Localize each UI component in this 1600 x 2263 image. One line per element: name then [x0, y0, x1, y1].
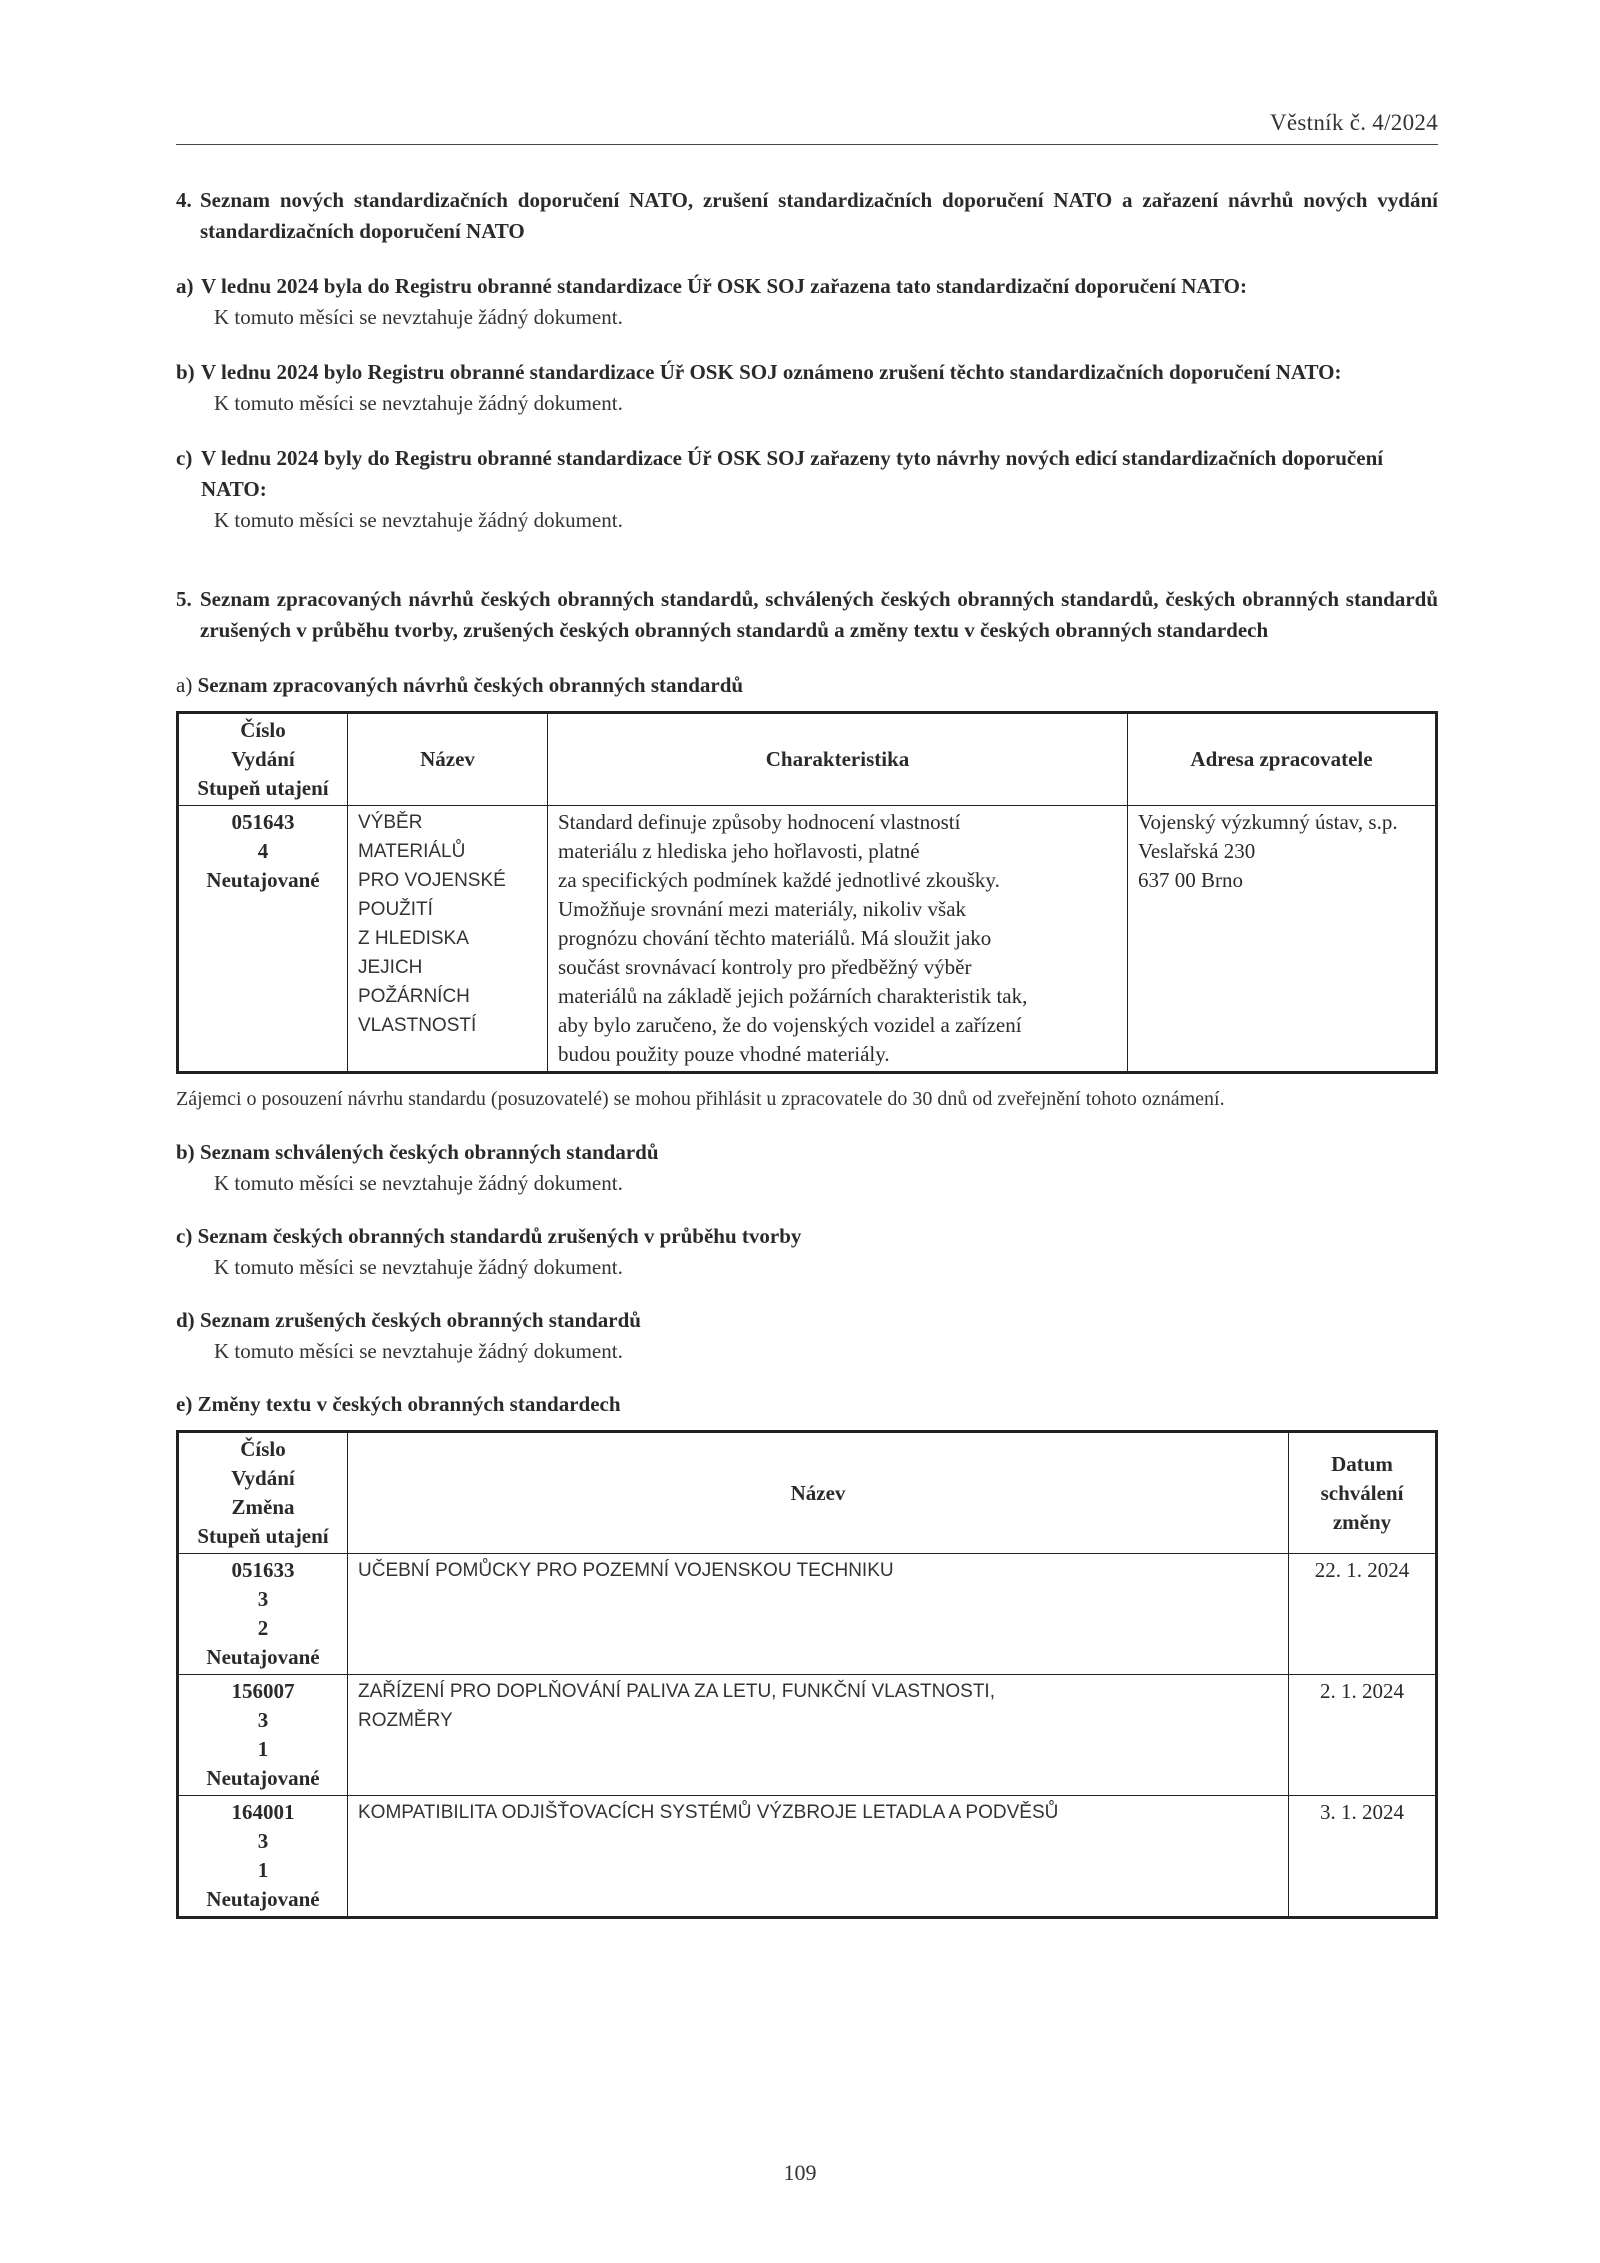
cell-datum: 2. 1. 2024	[1289, 1675, 1437, 1796]
section-5c-heading: c) Seznam českých obranných standardů zrušených v průběhu tvorby	[176, 1224, 802, 1248]
table-row	[178, 1675, 1437, 1796]
section-4b-heading: b) V lednu 2024 bylo Registru obranné standardizace Úř OSK SOJ oznámeno zrušení těchto standardizačních doporučení NATO:	[176, 360, 1342, 384]
header-nazev: Název	[348, 1432, 1289, 1554]
header-charakteristika: Charakteristika	[548, 713, 1128, 806]
section-5b-heading: b) Seznam schválených českých obranných standardů	[176, 1140, 659, 1164]
cell-cislo: 051633 3 2 Neutajované	[178, 1554, 348, 1675]
header-cislo: Číslo Vydání Stupeň utajení	[178, 713, 348, 806]
header-cislo: Číslo Vydání Změna Stupeň utajení	[178, 1432, 348, 1554]
table-header-row	[178, 713, 1437, 806]
no-document-note: K tomuto měsíci se nevztahuje žádný dokument.	[214, 1171, 623, 1195]
section-5d-heading: d) Seznam zrušených českých obranných standardů	[176, 1308, 641, 1332]
section-5a-heading: a) Seznam zpracovaných návrhů českých obranných standardů	[176, 673, 744, 697]
section-4-heading	[176, 185, 1438, 247]
cell-nazev: KOMPATIBILITA ODJIŠŤOVACÍCH SYSTÉMŮ VÝZBROJE LETADLA A PODVĚSŮ	[348, 1796, 1289, 1918]
section-title: Seznam nových standardizačních doporučení NATO, zrušení standardizačních doporučení NATO a zařazení návrhů nových vydání standardizačních doporučení NATO	[200, 188, 1438, 243]
document-page	[176, 0, 1438, 1919]
running-header: Věstník č. 4/2024	[176, 110, 1438, 145]
cell-cislo: 164001 3 1 Neutajované	[178, 1796, 348, 1918]
cell-nazev: VÝBĚR MATERIÁLŮ PRO VOJENSKÉ POUŽITÍ Z HLEDISKA JEJICH POŽÁRNÍCH VLASTNOSTÍ	[348, 806, 548, 1073]
section-4a-heading: a) V lednu 2024 byla do Registru obranné standardizace Úř OSK SOJ zařazena tato standardizační doporučení NATO:	[176, 274, 1247, 298]
section-5e-heading: e) Změny textu v českých obranných standardech	[176, 1392, 621, 1416]
cell-adresa: Vojenský výzkumný ústav, s.p. Veslařská 230 637 00 Brno	[1128, 806, 1437, 1073]
cell-cislo: 051643 4 Neutajované	[178, 806, 348, 1073]
section-title: Seznam zpracovaných návrhů českých obranných standardů, schválených českých obranných standardů, českých obranných standardů zrušených v průběhu tvorby, zrušených českých obranných standardů a změny textu v českých obranných standardech	[200, 587, 1438, 642]
drafts-table	[176, 711, 1438, 1074]
cell-nazev: UČEBNÍ POMŮCKY PRO POZEMNÍ VOJENSKOU TECHNIKU	[348, 1554, 1289, 1675]
section-4c-heading: c) V lednu 2024 byly do Registru obranné standardizace Úř OSK SOJ zařazeny tyto návrhy nových edicí standardizačních doporučení NATO:	[176, 446, 1384, 501]
section-5-heading	[176, 584, 1438, 646]
cell-datum: 22. 1. 2024	[1289, 1554, 1437, 1675]
reviewers-note: Zájemci o posouzení návrhu standardu (posuzovatelé) se mohou přihlásit u zpracovatele do 30 dnů od zveřejnění tohoto oznámení.	[176, 1088, 1225, 1110]
no-document-note: K tomuto měsíci se nevztahuje žádný dokument.	[214, 1255, 623, 1279]
no-document-note: K tomuto měsíci se nevztahuje žádný dokument.	[214, 508, 623, 532]
section-number: 4.	[176, 188, 192, 212]
table-row	[178, 1796, 1437, 1918]
table-row	[178, 806, 1437, 1073]
cell-nazev: ZAŘÍZENÍ PRO DOPLŇOVÁNÍ PALIVA ZA LETU, FUNKČNÍ VLASTNOSTI, ROZMĚRY	[348, 1675, 1289, 1796]
cell-cislo: 156007 3 1 Neutajované	[178, 1675, 348, 1796]
table-header-row	[178, 1432, 1437, 1554]
table-row	[178, 1554, 1437, 1675]
no-document-note: K tomuto měsíci se nevztahuje žádný dokument.	[214, 305, 623, 329]
cell-datum: 3. 1. 2024	[1289, 1796, 1437, 1918]
header-nazev: Název	[348, 713, 548, 806]
cell-charakteristika: Standard definuje způsoby hodnocení vlastností materiálu z hlediska jeho hořlavosti, platné za specifických podmínek každé jednotlivé zkoušky. Umožňuje srovnání mezi materiály, nikoliv však prognózu chování těchto materiálů. Má sloužit jako součást srovnávací kontroly pro předběžný výběr materiálů na základě jejich požárních charakteristik tak, aby bylo zaručeno, že do vojenských vozidel a zařízení budou použity pouze vhodné materiály.	[548, 806, 1128, 1073]
header-adresa: Adresa zpracovatele	[1128, 713, 1437, 806]
no-document-note: K tomuto měsíci se nevztahuje žádný dokument.	[214, 1339, 623, 1363]
no-document-note: K tomuto měsíci se nevztahuje žádný dokument.	[214, 391, 623, 415]
header-datum: Datum schválení změny	[1289, 1432, 1437, 1554]
amendments-table	[176, 1430, 1438, 1919]
page-number: 109	[783, 2160, 817, 2185]
section-number: 5.	[176, 587, 192, 611]
